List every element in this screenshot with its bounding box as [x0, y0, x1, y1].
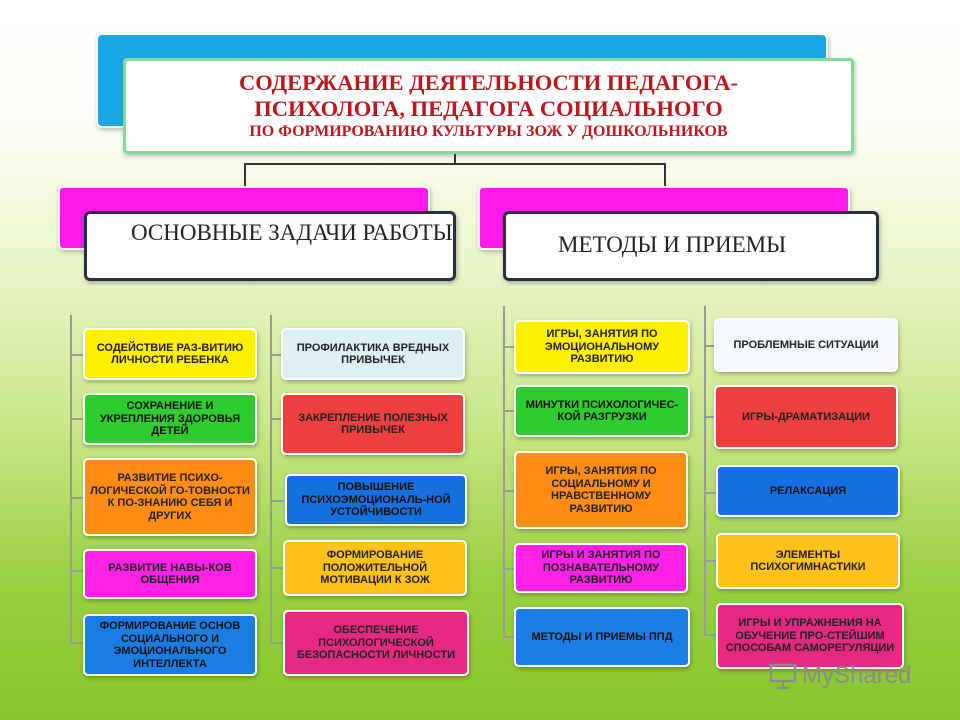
connector-right-down: [664, 163, 666, 187]
tick: [70, 354, 84, 356]
task-box: [83, 614, 257, 676]
tick: [704, 492, 716, 494]
tree-line-tasks-1: [70, 315, 72, 643]
task-box: [283, 540, 467, 596]
title-line-3: ПО ФОРМИРОВАНИЮ КУЛЬТУРЫ ЗОЖ У ДОШКОЛЬНИКОВ: [249, 123, 728, 140]
task-label: РАЗВИТИЕ ПСИХО-ЛОГИЧЕСКОЙ ГО-ТОВНОСТИ К ПО-ЗНАНИЮ СЕБЯ И ДРУГИХ: [90, 472, 250, 522]
method-label: ИГРЫ-ДРАМАТИЗАЦИИ: [742, 410, 870, 423]
method-label: ИГРЫ И УПРАЖНЕНИЯ НА ОБУЧЕНИЕ ПРО-СТЕЙШИМ СПОСОБАМ САМОРЕГУЛЯЦИИ: [725, 617, 895, 655]
right-header-label: МЕТОДЫ И ПРИЕМЫ: [558, 232, 787, 257]
left-header-label: ОСНОВНЫЕ ЗАДАЧИ РАБОТЫ: [131, 220, 453, 245]
tick: [70, 642, 84, 644]
method-box: [514, 607, 690, 667]
method-box: [514, 320, 690, 374]
task-box: [83, 549, 257, 599]
task-label: ПОВЫШЕНИЕ ПСИХОЭМОЦИОНАЛЬ-НОЙ УСТОЙЧИВОСТИ: [301, 481, 451, 519]
method-box: [514, 543, 688, 593]
method-label: ПРОБЛЕМНЫЕ СИТУАЦИИ: [733, 338, 879, 351]
watermark-text: MyShared: [802, 662, 912, 689]
task-box: [83, 328, 257, 380]
task-label: РАЗВИТИЕ НАВЫ-КОВ ОБЩЕНИЯ: [108, 561, 232, 586]
task-label: ФОРМИРОВАНИЕ ОСНОВ СОЦИАЛЬНОГО И ЭМОЦИОНАЛЬНОГО ИНТЕЛЛЕКТА: [99, 620, 241, 670]
method-box: [716, 533, 900, 589]
method-box: [514, 451, 688, 529]
connector-left-down: [244, 163, 246, 187]
watermark: [768, 658, 928, 694]
title-line-2: ПСИХОЛОГА, ПЕДАГОГА СОЦИАЛЬНОГО: [254, 96, 723, 121]
method-label: ИГРЫ, ЗАНЯТИЯ ПО ЭМОЦИОНАЛЬНОМУ РАЗВИТИЮ: [544, 328, 660, 366]
task-label: ЗАКРЕПЛЕНИЕ ПОЛЕЗНЫХ ПРИВЫЧЕК: [298, 411, 448, 436]
method-label: ЭЛЕМЕНТЫ ПСИХОГИМНАСТИКИ: [750, 548, 866, 573]
method-label: МИНУТКИ ПСИХОЛОГИЧЕС-КОЙ РАЗГРУЗКИ: [525, 398, 679, 423]
tick: [270, 500, 284, 502]
tick: [704, 560, 716, 562]
task-box: [83, 393, 257, 445]
task-label: СОХРАНЕНИЕ И УКРЕПЛЕНИЯ ЗДОРОВЬЯ ДЕТЕЙ: [99, 400, 241, 438]
method-label: ИГРЫ, ЗАНЯТИЯ ПО СОЦИАЛЬНОМУ И НРАВСТВЕННОМУ РАЗВИТИЮ: [545, 465, 657, 515]
task-label: ПРОФИЛАКТИКА ВРЕДНЫХ ПРИВЫЧЕК: [296, 341, 450, 366]
tick: [270, 567, 284, 569]
method-label: РЕЛАКСАЦИЯ: [769, 484, 847, 497]
left-header: [84, 211, 456, 281]
right-header: [503, 211, 879, 281]
method-label: МЕТОДЫ И ПРИЕМЫ ППД: [531, 630, 673, 643]
tree-line-methods-2: [704, 306, 706, 636]
tree-line-methods-1: [503, 306, 505, 636]
tick: [70, 418, 84, 420]
task-box: [83, 458, 257, 536]
presentation-icon: [768, 661, 798, 691]
task-box: [281, 393, 465, 455]
method-box: [714, 385, 898, 449]
method-box: [714, 318, 898, 372]
task-box: [281, 328, 465, 380]
title-box: [123, 58, 854, 154]
method-box: [716, 465, 900, 517]
method-label: ИГРЫ И ЗАНЯТИЯ ПО ПОЗНАВАТЕЛЬНОМУ РАЗВИТИЮ: [541, 549, 661, 587]
tick: [70, 497, 84, 499]
task-box: [283, 610, 469, 676]
task-label: СОДЕЙСТВИЕ РАЗ-ВИТИЮ ЛИЧНОСТИ РЕБЕНКА: [96, 341, 244, 366]
title-line-1: СОДЕРЖАНИЕ ДЕЯТЕЛЬНОСТИ ПЕДАГОГА-: [238, 70, 739, 95]
method-box: [514, 385, 690, 437]
connector-horizontal: [244, 163, 666, 165]
task-label: ФОРМИРОВАНИЕ ПОЛОЖИТЕЛЬНОЙ МОТИВАЦИИ К ЗОЖ: [320, 549, 430, 587]
tick: [704, 634, 716, 636]
tick: [70, 570, 84, 572]
task-box: [285, 474, 467, 526]
task-label: ОБЕСПЕЧЕНИЕ ПСИХОЛОГИЧЕСКОЙ БЕЗОПАСНОСТИ ЛИЧНОСТИ: [296, 624, 456, 662]
tick: [270, 642, 284, 644]
tree-line-tasks-2: [270, 315, 272, 643]
